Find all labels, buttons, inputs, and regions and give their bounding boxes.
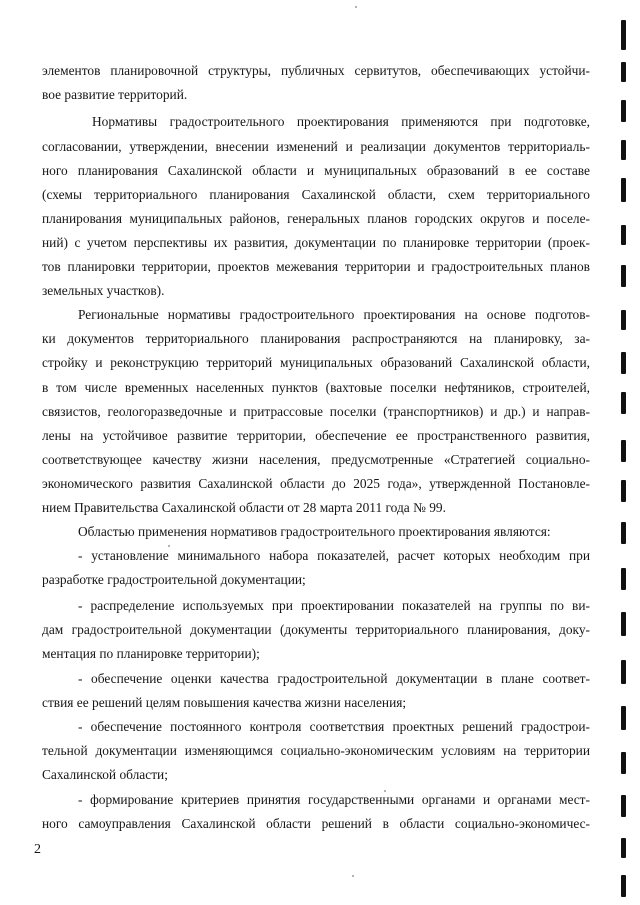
binding-mark — [621, 352, 626, 374]
binding-mark — [621, 20, 626, 50]
binding-mark — [621, 612, 626, 636]
text-line-25: ментация по планировке территории); — [42, 646, 260, 661]
text-line-20: Областью применения нормативов градостроительного проектирования являются: — [78, 524, 551, 539]
binding-mark — [621, 178, 626, 202]
text-line-5: ного планирования Сахалинской области и муниципальных образований в ее составе — [42, 163, 590, 178]
binding-mark — [621, 660, 626, 684]
binding-mark — [621, 706, 626, 730]
text-line-8: ний) с учетом перспективы их развития, документации по планировке территории (проек- — [42, 235, 590, 250]
text-line-19: нием Правительства Сахалинской области от 28 марта 2011 года № 99. — [42, 500, 446, 515]
text-line-14: в том числе временных населенных пунктов (вахтовые поселки нефтяников, строителей, — [42, 380, 590, 395]
binding-mark — [621, 265, 626, 287]
text-line-4: согласовании, утверждении, внесении изменений и реализации документов территориаль- — [42, 139, 590, 154]
binding-mark — [621, 225, 626, 245]
binding-mark — [621, 875, 626, 897]
scan-speck — [168, 545, 170, 547]
binding-mark — [621, 480, 626, 502]
text-line-13: стройку и реконструкцию территорий муниципальных образований Сахалинской области, — [42, 355, 590, 370]
binding-mark — [621, 795, 626, 817]
text-line-32: ного самоуправления Сахалинской области решений в области социально-экономичес- — [42, 816, 590, 831]
binding-mark — [621, 522, 626, 544]
text-line-23: - распределение используемых при проектировании показателей на группы по ви- — [78, 598, 590, 613]
text-line-27: ствия ее решений целям повышения качества жизни населения; — [42, 695, 407, 710]
scan-speck — [355, 6, 357, 8]
text-line-29: тельной документации изменяющимся социально-экономическим условиям на территории — [42, 743, 590, 758]
text-line-22: разработке градостроительной документации; — [42, 572, 306, 587]
text-line-30: Сахалинской области; — [42, 767, 168, 782]
binding-mark — [621, 140, 626, 160]
text-line-11: Региональные нормативы градостроительного проектирования на основе подготов- — [78, 307, 590, 322]
page-number: 2 — [34, 842, 41, 857]
binding-mark — [621, 440, 626, 462]
text-line-28: - обеспечение постоянного контроля соответствия проектных решений градострои- — [78, 719, 590, 734]
text-line-10: земельных участков). — [42, 283, 165, 298]
text-line-9: тов планировки территории, проектов межевания территории и градостроительных планов — [42, 259, 590, 274]
binding-mark — [621, 568, 626, 590]
text-line-12: ки документов территориального планирования распространяются на планировку, за- — [42, 331, 590, 346]
text-line-6: (схемы территориального планирования Сахалинской области, схем территориального — [42, 187, 590, 202]
binding-mark — [621, 752, 626, 774]
text-line-26: - обеспечение оценки качества градостроительной документации в плане соответ- — [78, 671, 590, 686]
text-line-24: дам градостроительной документации (документы территориального планирования, доку- — [42, 622, 590, 637]
text-line-2: вое развитие территорий. — [42, 87, 188, 102]
text-line-21: - установление минимального набора показателей, расчет которых необходим при — [78, 548, 590, 563]
binding-mark — [621, 392, 626, 414]
binding-mark — [621, 62, 626, 82]
text-line-17: соответствующее качеству жизни населения, предусмотренные «Стратегией социально- — [42, 452, 590, 467]
text-line-15: связистов, геологоразведочные и притрассовые поселки (транспортников) и др.) и направ- — [42, 404, 590, 419]
text-line-3: Нормативы градостроительного проектирования применяются при подготовке, — [92, 114, 590, 129]
text-line-16: лены на устойчивое развитие территории, обеспечение ее пространственного развития, — [42, 428, 590, 443]
scan-speck — [384, 790, 386, 792]
binding-mark — [621, 100, 626, 122]
text-line-1: элементов планировочной структуры, публичных сервитутов, обеспечивающих устойчи- — [42, 63, 590, 78]
text-line-18: экономического развития Сахалинской области до 2025 года», утвержденной Постановле- — [42, 476, 590, 491]
scan-speck — [352, 875, 354, 877]
binding-mark — [621, 838, 626, 858]
binding-mark — [621, 310, 626, 330]
text-line-7: планирования муниципальных районов, генеральных планов городских округов и поселе- — [42, 211, 590, 226]
text-line-31: - формирование критериев принятия государственными органами и органами мест- — [78, 792, 590, 807]
